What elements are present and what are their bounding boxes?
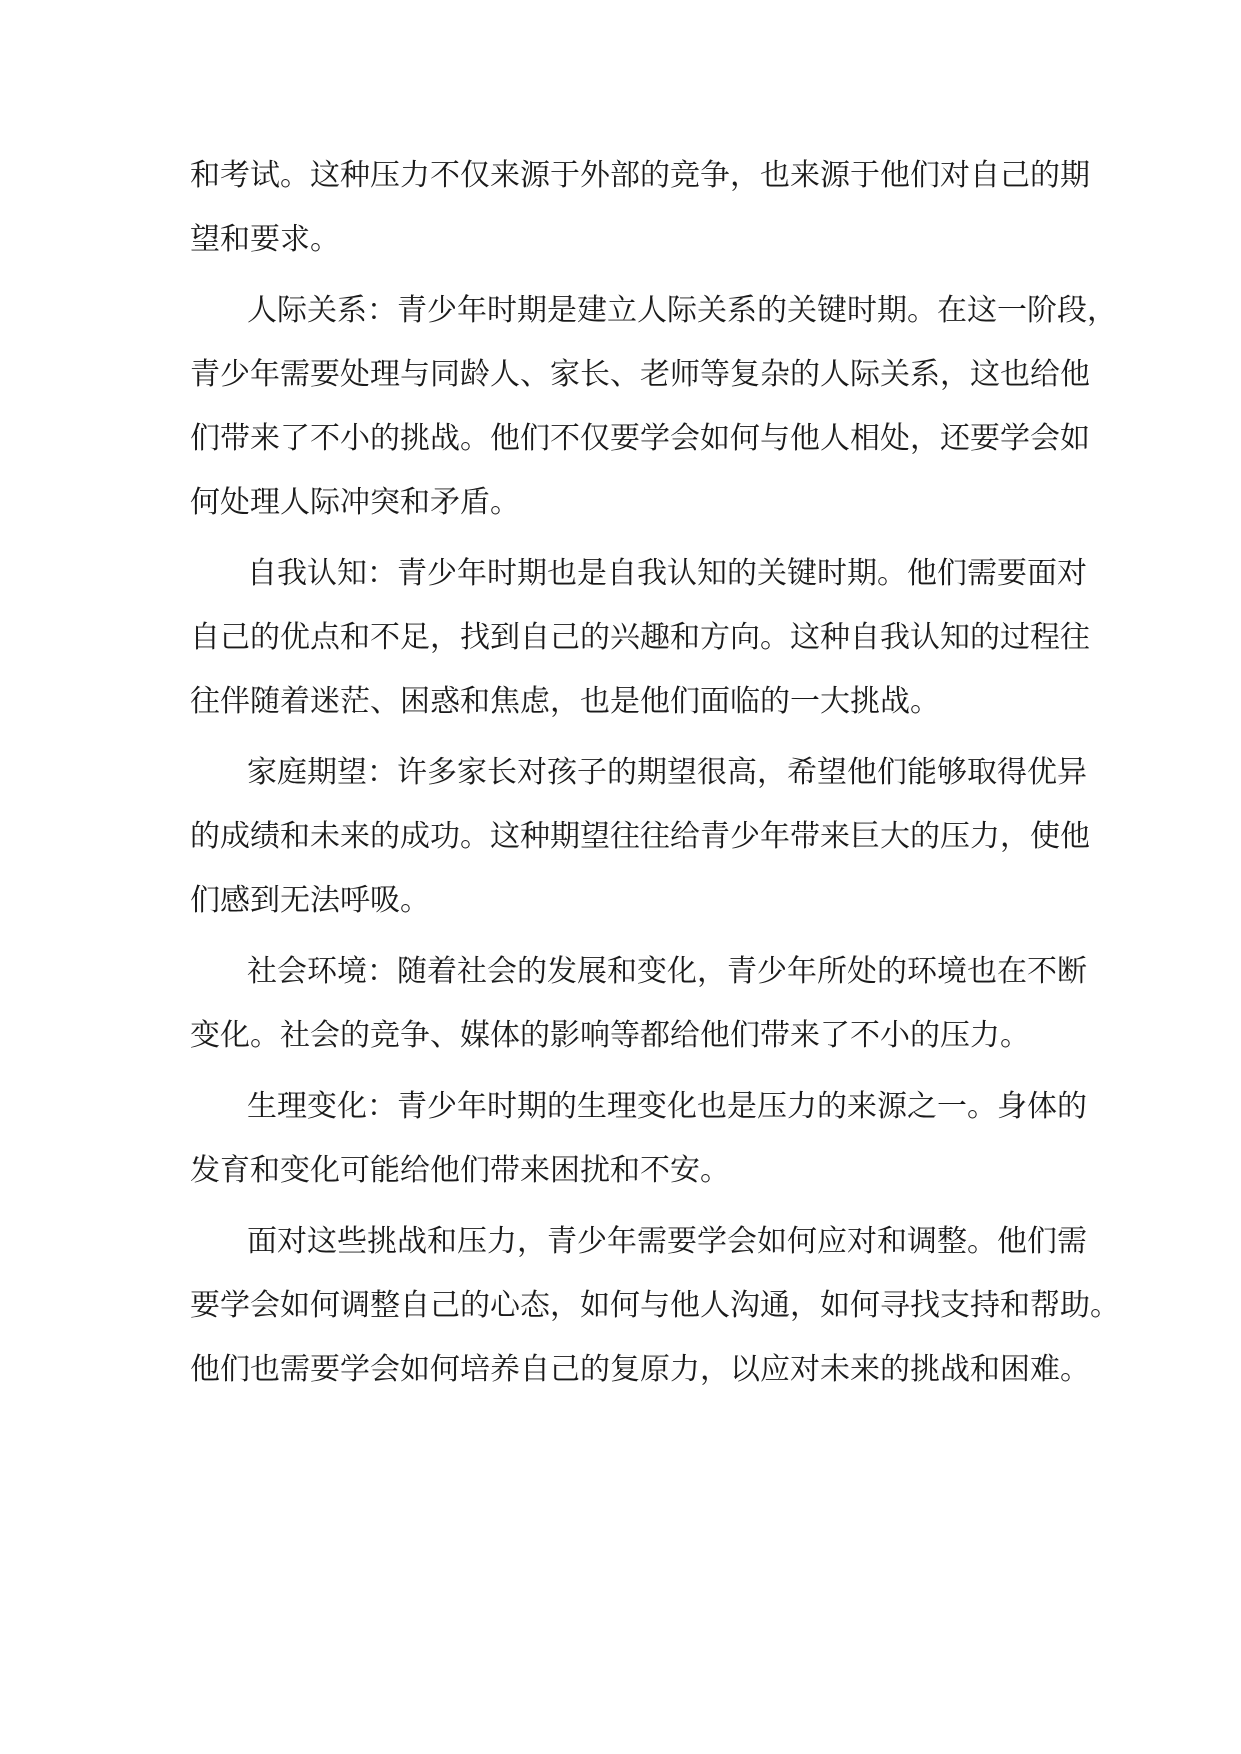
text-line: 们带来了不小的挑战。他们不仅要学会如何与他人相处，还要学会如 [190,421,1090,456]
paragraph-coping [190,1210,1120,1402]
text-line: 自己的优点和不足，找到自己的兴趣和方向。这种自我认知的过程往 [190,620,1090,655]
text-line: 何处理人际冲突和矛盾。 [190,485,520,520]
text-line: 要学会如何调整自己的心态，如何与他人沟通，如何寻找支持和帮助。 [190,1288,1120,1323]
text-line: 望和要求。 [190,222,340,257]
paragraph-interpersonal [190,279,1117,535]
paragraph-physical-changes [190,1075,1087,1203]
text-line: 社会环境：随着社会的发展和变化，青少年所处的环境也在不断 [247,954,1087,989]
paragraph-self-awareness [190,542,1090,734]
text-line: 家庭期望：许多家长对孩子的期望很高，希望他们能够取得优异 [247,755,1087,790]
text-line: 的成绩和未来的成功。这种期望往往给青少年带来巨大的压力，使他 [190,819,1090,854]
paragraph-social-environment [190,940,1087,1068]
text-line: 自我认知：青少年时期也是自我认知的关键时期。他们需要面对 [247,556,1087,591]
document-body [190,144,1120,1409]
paragraph-exam-pressure [190,144,1090,272]
text-line: 人际关系：青少年时期是建立人际关系的关键时期。在这一阶段， [247,293,1117,328]
text-line: 变化。社会的竞争、媒体的影响等都给他们带来了不小的压力。 [190,1018,1030,1053]
text-line: 们感到无法呼吸。 [190,883,430,918]
text-line: 发育和变化可能给他们带来困扰和不安。 [190,1153,730,1188]
text-line: 往伴随着迷茫、困惑和焦虑，也是他们面临的一大挑战。 [190,684,940,719]
text-line: 面对这些挑战和压力，青少年需要学会如何应对和调整。他们需 [247,1224,1087,1259]
text-line: 青少年需要处理与同龄人、家长、老师等复杂的人际关系，这也给他 [190,357,1090,392]
text-line: 和考试。这种压力不仅来源于外部的竞争，也来源于他们对自己的期 [190,158,1090,193]
text-line: 他们也需要学会如何培养自己的复原力，以应对未来的挑战和困难。 [190,1352,1090,1387]
paragraph-family-expectations [190,741,1090,933]
text-line: 生理变化：青少年时期的生理变化也是压力的来源之一。身体的 [247,1089,1087,1124]
